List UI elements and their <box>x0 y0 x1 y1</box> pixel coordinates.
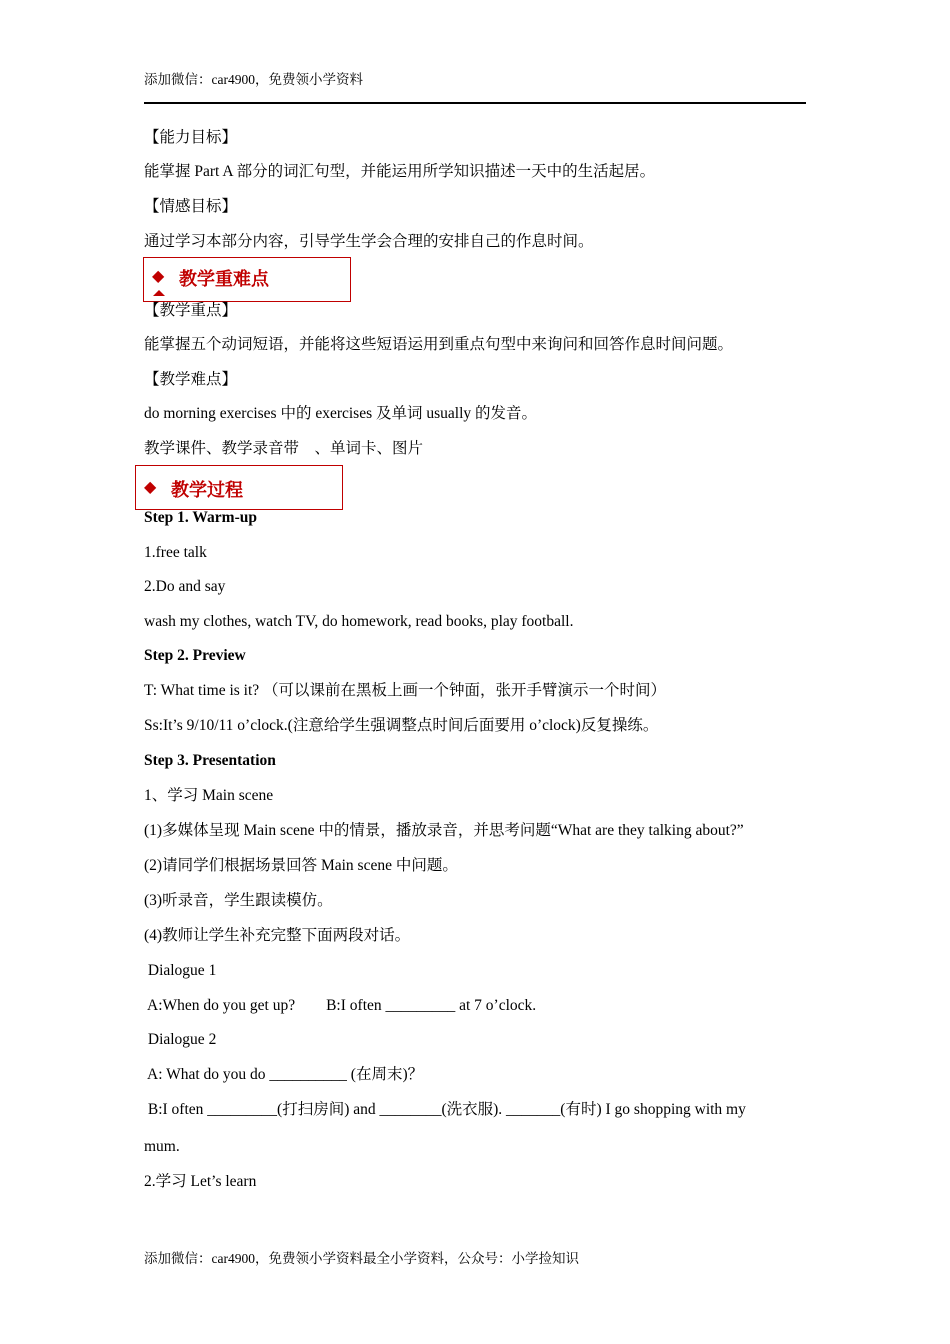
dialogue2-line-a: A: What do you do __________ (在周末)？ <box>144 1066 424 1083</box>
dialogue1-label: Dialogue 1 <box>144 962 217 979</box>
diamond-bullet-icon: ◆ <box>152 266 165 285</box>
step3-item-2: 2.学习 Let’s learn <box>144 1173 257 1190</box>
process-section-title: 教学过程 <box>171 480 243 501</box>
key-points-section-title: 教学重难点 <box>179 269 269 290</box>
page-header: 添加微信：car4900，免费领小学资料 <box>144 72 363 87</box>
ability-heading: 【能力目标】 <box>144 129 238 146</box>
key-points-section-box <box>143 257 351 302</box>
difficulty-heading: 【教学难点】 <box>144 371 238 388</box>
page-footer: 添加微信：car4900，免费领小学资料最全小学资料，公众号：小学捡知识 <box>144 1251 579 1266</box>
difficulty-text: do morning exercises 中的 exercises 及单词 usually 的发音。 <box>144 405 538 422</box>
step2-teacher-line: T: What time is it? （可以课前在黑板上画一个钟面，张开手臂演示一个时间） <box>144 682 667 699</box>
step3-item-1b: (2)请同学们根据场景回答 Main scene 中问题。 <box>144 857 458 874</box>
step1-item-1: 1.free talk <box>144 544 207 561</box>
triangle-marker-icon <box>153 290 165 296</box>
step1-item-2: 2.Do and say <box>144 578 226 595</box>
step3-item-1a: (1)多媒体呈现 Main scene 中的情景，播放录音，并思考问题“What are they talking about?” <box>144 822 744 839</box>
dialogue2-line-b: B:I often _________(打扫房间) and ________(洗衣服). _______(有时) I go shopping with my <box>144 1101 746 1118</box>
step2-students-line: Ss:It’s 9/10/11 o’clock.(注意给学生强调整点时间后面要用 o’clock)反复操练。 <box>144 717 659 734</box>
diamond-bullet-icon: ◆ <box>144 477 157 496</box>
step2-heading: Step 2. Preview <box>144 647 246 664</box>
dialogue2-line-b-cont: mum. <box>144 1138 180 1155</box>
emotion-heading: 【情感目标】 <box>144 198 238 215</box>
step1-heading: Step 1. Warm-up <box>144 509 257 526</box>
focus-heading: 【教学重点】 <box>144 302 238 319</box>
dialogue2-label: Dialogue 2 <box>144 1031 217 1048</box>
header-divider <box>144 102 806 104</box>
step3-item-1: 1、学习 Main scene <box>144 787 274 804</box>
ability-text: 能掌握 Part A 部分的词汇句型，并能运用所学知识描述一天中的生活起居。 <box>144 163 656 180</box>
step3-item-1c: (3)听录音，学生跟读模仿。 <box>144 892 333 909</box>
step3-item-1d: (4)教师让学生补充完整下面两段对话。 <box>144 927 411 944</box>
dialogue1-line: A:When do you get up? B:I often _________ at 7 o’clock. <box>144 997 537 1014</box>
step1-phrases: wash my clothes, watch TV, do homework, read books, play football. <box>144 613 574 630</box>
step3-heading: Step 3. Presentation <box>144 752 276 769</box>
process-section-box <box>135 465 343 510</box>
emotion-text: 通过学习本部分内容，引导学生学会合理的安排自己的作息时间。 <box>144 233 594 250</box>
materials-text: 教学课件、教学录音带 、单词卡、图片 <box>144 440 424 457</box>
focus-text: 能掌握五个动词短语，并能将这些短语运用到重点句型中来询问和回答作息时间问题。 <box>144 336 734 353</box>
